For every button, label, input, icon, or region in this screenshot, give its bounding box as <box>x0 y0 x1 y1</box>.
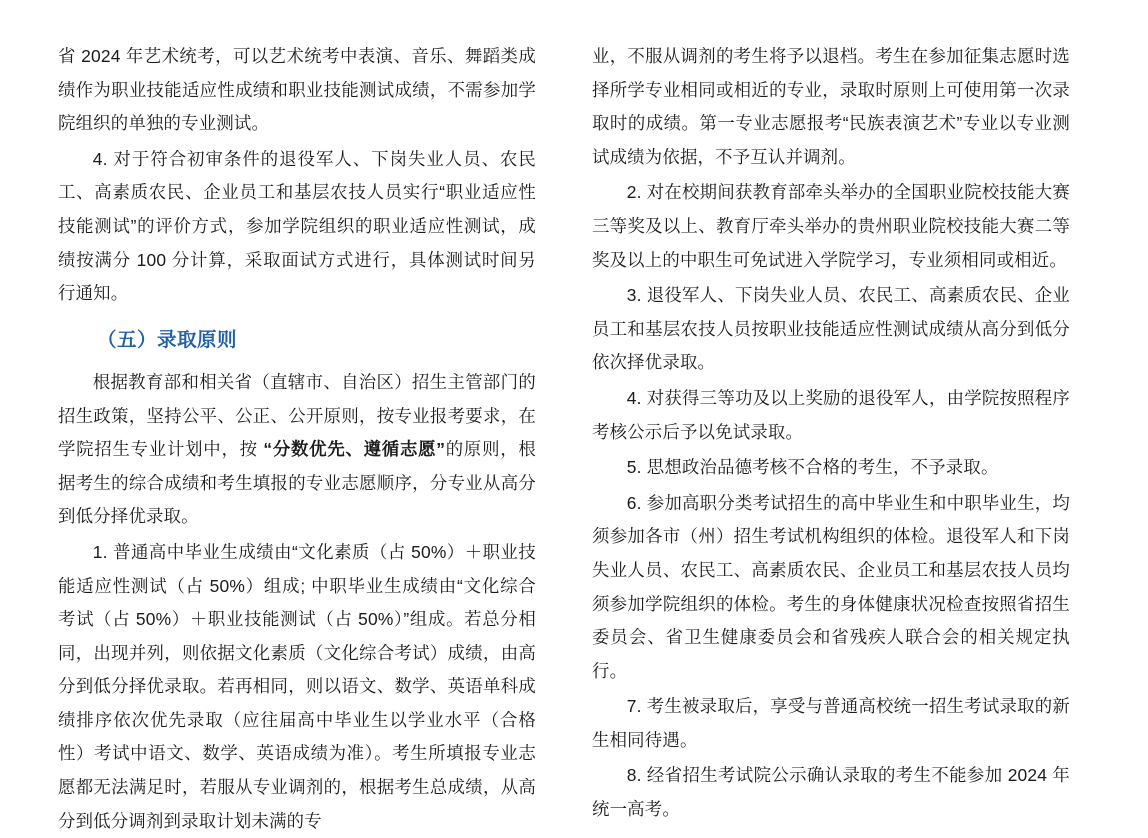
paragraph-item-5: 5. 思想政治品德考核不合格的考生，不予录取。 <box>626 457 999 478</box>
principle-intro-emphasis: “分数优先、遵循志愿” <box>263 439 446 460</box>
paragraph-principle-intro <box>58 366 536 534</box>
paragraph-item-6: 6. 参加高职分类考试招生的高中毕业生和中职毕业生，均须参加各市（州）招生考试机构组织的体检。退役军人和下岗失业人员、农民工、高素质农民、企业员工和基层农技人员均须参加学院组织的体检。考生的身体健康状况检查按照省招生委员会、省卫生健康委员会和省残疾人联合会的相关规定执行。 <box>592 492 1070 681</box>
paragraph-principle-item-1: 1. 普通高中毕业生成绩由“文化素质（占 50%）＋职业技能适应性测试（占 50%）组成; 中职毕业生成绩由“文化综合考试（占 50%）＋职业技能测试（占 50%）”组成。若总分相同，出现并列，则依据文化素质（文化综合考试）成绩，由高分到低分择优录取。若再相同，则以语文、数学、英语单科成绩排序依次优先录取（应往届高中毕业生以学业水平（合格性）考试中语文、数学、英语成绩为准）。考生所填报专业志愿都无法满足时，若服从专业调剂的，根据考生总成绩，从高分到低分调剂到录取计划未满的专 <box>58 541 536 831</box>
principle-intro-part-2: 的原则，根据考生的综合成绩和考生填报的专业志愿顺序，分专业从高分到低分择优录取。 <box>58 439 536 527</box>
paragraph-continuation: 业，不服从调剂的考生将予以退档。考生在参加征集志愿时选择所学专业相同或相近的专业，录取时原则上可使用第一次录取时的成绩。第一专业志愿报考“民族表演艺术”专业以专业测试成绩为依据，不予互认并调剂。 <box>592 46 1070 167</box>
paragraph-item-8: 8. 经省招生考试院公示确认录取的考生不能参加 2024 年统一高考。 <box>592 765 1070 820</box>
paragraph-item-4: 4. 对于符合初审条件的退役军人、下岗失业人员、农民工、高素质农民、企业员工和基层农技人员实行“职业适应性技能测试”的评价方式，参加学院组织的职业适应性测试，成绩按满分 100 分计算，采取面试方式进行，具体测试时间另行通知。 <box>58 148 536 304</box>
section-heading-admission-principles: （五）录取原则 <box>97 328 238 351</box>
paragraph-item-2: 2. 对在校期间获教育部牵头举办的全国职业院校技能大赛三等奖及以上、教育厅牵头举办的贵州职业院校技能大赛二等奖及以上的中职生可免试进入学院学习，专业须相同或相近。 <box>592 182 1070 270</box>
paragraph-art-exam: 省 2024 年艺术统考，可以艺术统考中表演、音乐、舞蹈类成绩作为职业技能适应性成绩和职业技能测试成绩，不需参加学院组织的单独的专业测试。 <box>58 46 536 134</box>
paragraph-item-7: 7. 考生被录取后，享受与普通高校统一招生考试录取的新生相同待遇。 <box>592 696 1070 750</box>
right-column <box>592 40 1070 820</box>
left-column <box>58 40 536 831</box>
paragraph-item-4-right: 4. 对获得三等功及以上奖励的退役军人，由学院按照程序考核公示后予以免试录取。 <box>592 387 1070 442</box>
two-column-layout <box>58 40 1090 831</box>
paragraph-item-3: 3. 退役军人、下岗失业人员、农民工、高素质农民、企业员工和基层农技人员按职业技能适应性测试成绩从高分到低分依次择优录取。 <box>592 285 1070 373</box>
principle-intro-part-1: 根据教育部和相关省（直辖市、自治区）招生主管部门的招生政策，坚持公平、公正、公开原则，按专业报考要求，在学院招生专业计划中，按 <box>58 371 536 460</box>
